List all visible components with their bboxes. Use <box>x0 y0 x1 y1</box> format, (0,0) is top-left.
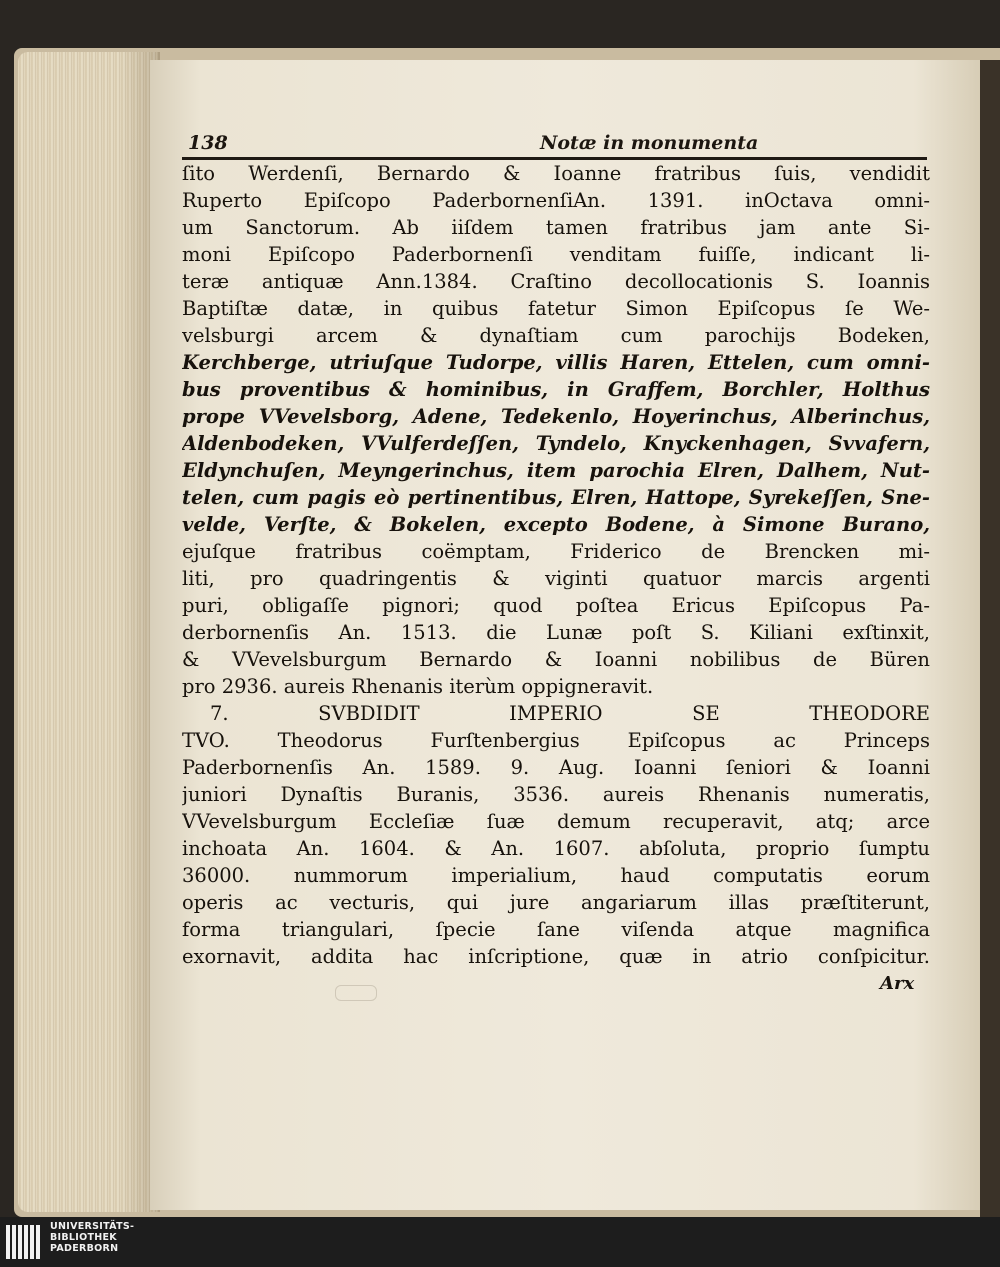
text-line: Baptiſtæ datæ, in quibus fatetur Simon Epiſcopus ſe We- <box>182 297 930 320</box>
footer-bar <box>0 1217 1000 1267</box>
logo-line-1: UNIVERSITÄTS- <box>50 1221 135 1232</box>
text-line: Paderbornenſis An. 1589. 9. Aug. Ioanni ſeniori & Ioanni <box>182 756 930 779</box>
text-line: ſito Werdenſi, Bernardo & Ioanne fratribus ſuis, vendidit <box>182 162 930 185</box>
text-line: TVO. Theodorus Furſtenbergius Epiſcopus ac Princeps <box>182 729 930 752</box>
text-line: puri, obligaſſe pignori; quod poſtea Ericus Epiſcopus Pa- <box>182 594 930 617</box>
text-line: & VVevelsburgum Bernardo & Ioanni nobilibus de Büren <box>182 648 930 671</box>
ub-paderborn-logo-icon <box>6 1225 42 1259</box>
text-line: velsburgi arcem & dynaſtiam cum parochijs Bodeken, <box>182 324 930 347</box>
text-line: ejuſque fratribus coëmptam, Friderico de Brencken mi- <box>182 540 930 563</box>
text-line: Eldynchuſen, Meyngerinchus, item parochia Elren, Dalhem, Nut- <box>182 459 930 482</box>
text-line: Ruperto Epiſcopo PaderbornenſiAn. 1391. inOctava omni- <box>182 189 930 212</box>
text-line: 7. SVBDIDIT IMPERIO SE THEODORE <box>210 702 930 725</box>
text-line: 36000. nummorum imperialium, haud computatis eorum <box>182 864 930 887</box>
text-line: Aldenbodeken, VVulferdeſſen, Tyndelo, Knyckenhagen, Svvafern, <box>182 432 930 455</box>
running-head: Notæ in monumenta <box>540 132 759 154</box>
logo-line-2: BIBLIOTHEK <box>50 1232 117 1243</box>
page-header <box>188 132 759 158</box>
logo-line-3: PADERBORN <box>50 1243 119 1254</box>
text-line: telen, cum pagis eò pertinentibus, Elren, Hattope, Syrekeſſen, Sne- <box>182 486 930 509</box>
page-stain <box>335 985 377 1001</box>
text-line: um Sanctorum. Ab iiſdem tamen fratribus jam ante Si- <box>182 216 930 239</box>
page-number: 138 <box>188 132 228 154</box>
text-line: teræ antiquæ Ann.1384. Craſtino decollocationis S. Ioannis <box>182 270 930 293</box>
text-line: bus proventibus & hominibus, in Graffem, Borchler, Holthus <box>182 378 930 401</box>
text-line: derbornenſis An. 1513. die Lunæ poſt S. Kiliani exſtinxit, <box>182 621 930 644</box>
book-gutter <box>980 60 1000 1217</box>
text-line: forma triangulari, ſpecie ſane viſenda atque magnifica <box>182 918 930 941</box>
text-line: prope VVevelsborg, Adene, Tedekenlo, Hoyerinchus, Alberinchus, <box>182 405 930 428</box>
body-text <box>182 160 930 970</box>
text-line: velde, Verſte, & Bokelen, excepto Bodene, à Simone Burano, <box>182 513 930 536</box>
text-line: moni Epiſcopo Paderbornenſi venditam fuiſſe, indicant li- <box>182 243 930 266</box>
library-logo-text <box>50 1221 134 1254</box>
text-line: juniori Dynaſtis Buranis, 3536. aureis Rhenanis numeratis, <box>182 783 930 806</box>
text-line: VVevelsburgum Eccleſiæ ſuæ demum recuperavit, atq; arce <box>182 810 930 833</box>
text-line: inchoata An. 1604. & An. 1607. abſoluta, proprio ſumptu <box>182 837 930 860</box>
text-line: liti, pro quadringentis & viginti quatuor marcis argenti <box>182 567 930 590</box>
catchword: Arx <box>880 973 915 994</box>
text-line: exornavit, addita hac inſcriptione, quæ in atrio conſpicitur. <box>182 945 930 968</box>
text-line: operis ac vecturis, qui jure angariarum illas præſtiterunt, <box>182 891 930 914</box>
text-line: pro 2936. aureis Rhenanis iterùm oppigneravit. <box>182 675 654 698</box>
text-line: Kerchberge, utriuſque Tudorpe, villis Haren, Ettelen, cum omni- <box>182 351 930 374</box>
